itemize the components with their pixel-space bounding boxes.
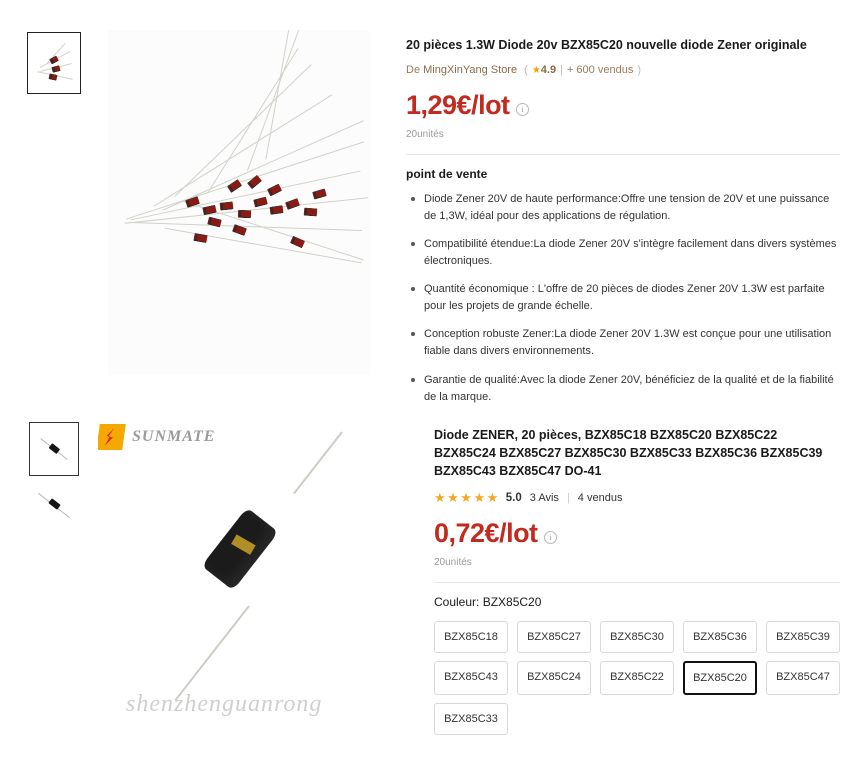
thumbnail-diode-artwork [32, 37, 76, 89]
variant-option[interactable]: BZX85C18 [434, 621, 508, 653]
store-sold-count: + 600 vendus [566, 64, 634, 77]
variant-option[interactable]: BZX85C43 [434, 661, 508, 695]
diode-body-large [201, 508, 278, 591]
product-units-2: 20unités [434, 557, 472, 569]
section-divider-1 [406, 154, 840, 155]
store-rating: 4.9 [540, 64, 557, 77]
selling-points-list [406, 191, 840, 405]
image-watermark: shenzhenguanrong [126, 691, 323, 717]
variant-option[interactable]: BZX85C33 [434, 703, 508, 735]
thumbnail-image-2b[interactable] [30, 490, 78, 520]
store-sep-3: ) [637, 64, 641, 77]
variant-label: Couleur: BZX85C20 [434, 595, 542, 610]
thumbnail-column-2 [10, 410, 98, 760]
price-value-1: 1,29€/lot [406, 90, 510, 121]
product-price-2 [434, 518, 840, 549]
variant-option[interactable]: BZX85C22 [600, 661, 674, 695]
rating-value: 5.0 [505, 492, 522, 505]
thumbnail-image-1[interactable] [27, 32, 81, 94]
product-title-2: Diode ZENER, 20 pièces, BZX85C18 BZX85C20 BZX85C22 BZX85C24 BZX85C27 BZX85C30 BZX85C33 BZX85C36 BZX85C39 BZX85C43 BZX85C47 DO-41 [434, 428, 823, 479]
store-sep-2: | [560, 64, 563, 77]
store-sep-1: ( [524, 64, 528, 77]
selling-points-title: point de vente [406, 167, 488, 182]
star-icon: ★ [531, 65, 541, 77]
rating-separator: | [566, 492, 570, 505]
price-value-2: 0,72€/lot [434, 518, 538, 549]
thumbnail-column-1 [10, 20, 98, 400]
store-prefix-label: De [406, 64, 421, 77]
thumbnail-image-2a[interactable] [29, 422, 79, 476]
variant-option[interactable]: BZX85C30 [600, 621, 674, 653]
section-divider-2 [434, 582, 840, 583]
variant-option[interactable]: BZX85C27 [517, 621, 591, 653]
rating-row-2 [434, 490, 840, 506]
variant-option[interactable]: BZX85C36 [683, 621, 757, 653]
reviews-count[interactable]: 3 Avis [529, 492, 559, 505]
product-main-image-2[interactable] [98, 420, 398, 740]
price-info-icon[interactable]: i [516, 103, 529, 116]
list-item: Diode Zener 20V de haute performance:Offre une tension de 20V et une puissance de 1,3W, idéal pour des applications de régulation. [422, 191, 840, 225]
list-item: Garantie de qualité:Avec la diode Zener 20V, bénéficiez de la qualité et de la fiabilité de la marque. [422, 372, 840, 406]
diode-scatter-artwork [108, 30, 370, 375]
variant-options [434, 621, 840, 735]
product-title-1: 20 pièces 1.3W Diode 20v BZX85C20 nouvelle diode Zener originale [406, 38, 807, 52]
store-line-1 [406, 64, 840, 76]
sold-count: 4 vendus [577, 492, 623, 505]
variant-option-selected[interactable]: BZX85C20 [683, 661, 757, 695]
product-info-2 [398, 410, 840, 760]
product-info-1 [370, 20, 840, 403]
product-units-1: 20unités [406, 129, 444, 141]
variant-option[interactable]: BZX85C47 [766, 661, 840, 695]
price-info-icon[interactable]: i [544, 531, 557, 544]
list-item: Conception robuste Zener:La diode Zener 20V 1.3W est conçue pour une utilisation fiable dans divers environnements. [422, 326, 840, 360]
stars-icon: ★★★★★ [434, 490, 500, 506]
list-item: Compatibilité étendue:La diode Zener 20V s'intègre facilement dans divers systèmes électroniques. [422, 236, 840, 270]
product-price-1 [406, 90, 840, 121]
store-name-link[interactable]: MingXinYang Store [423, 64, 518, 77]
variant-option[interactable]: BZX85C24 [517, 661, 591, 695]
list-item: Quantité économique : L'offre de 20 pièces de diodes Zener 20V 1.3W est parfaite pour les projets de grande échelle. [422, 281, 840, 315]
product-listing-2 [0, 400, 850, 760]
thumbnail-diode-icon [40, 438, 67, 460]
product-main-image-1[interactable] [108, 30, 370, 375]
variant-option[interactable]: BZX85C39 [766, 621, 840, 653]
diode-band [231, 534, 256, 555]
brand-name-label: SUNMATE [132, 428, 216, 445]
